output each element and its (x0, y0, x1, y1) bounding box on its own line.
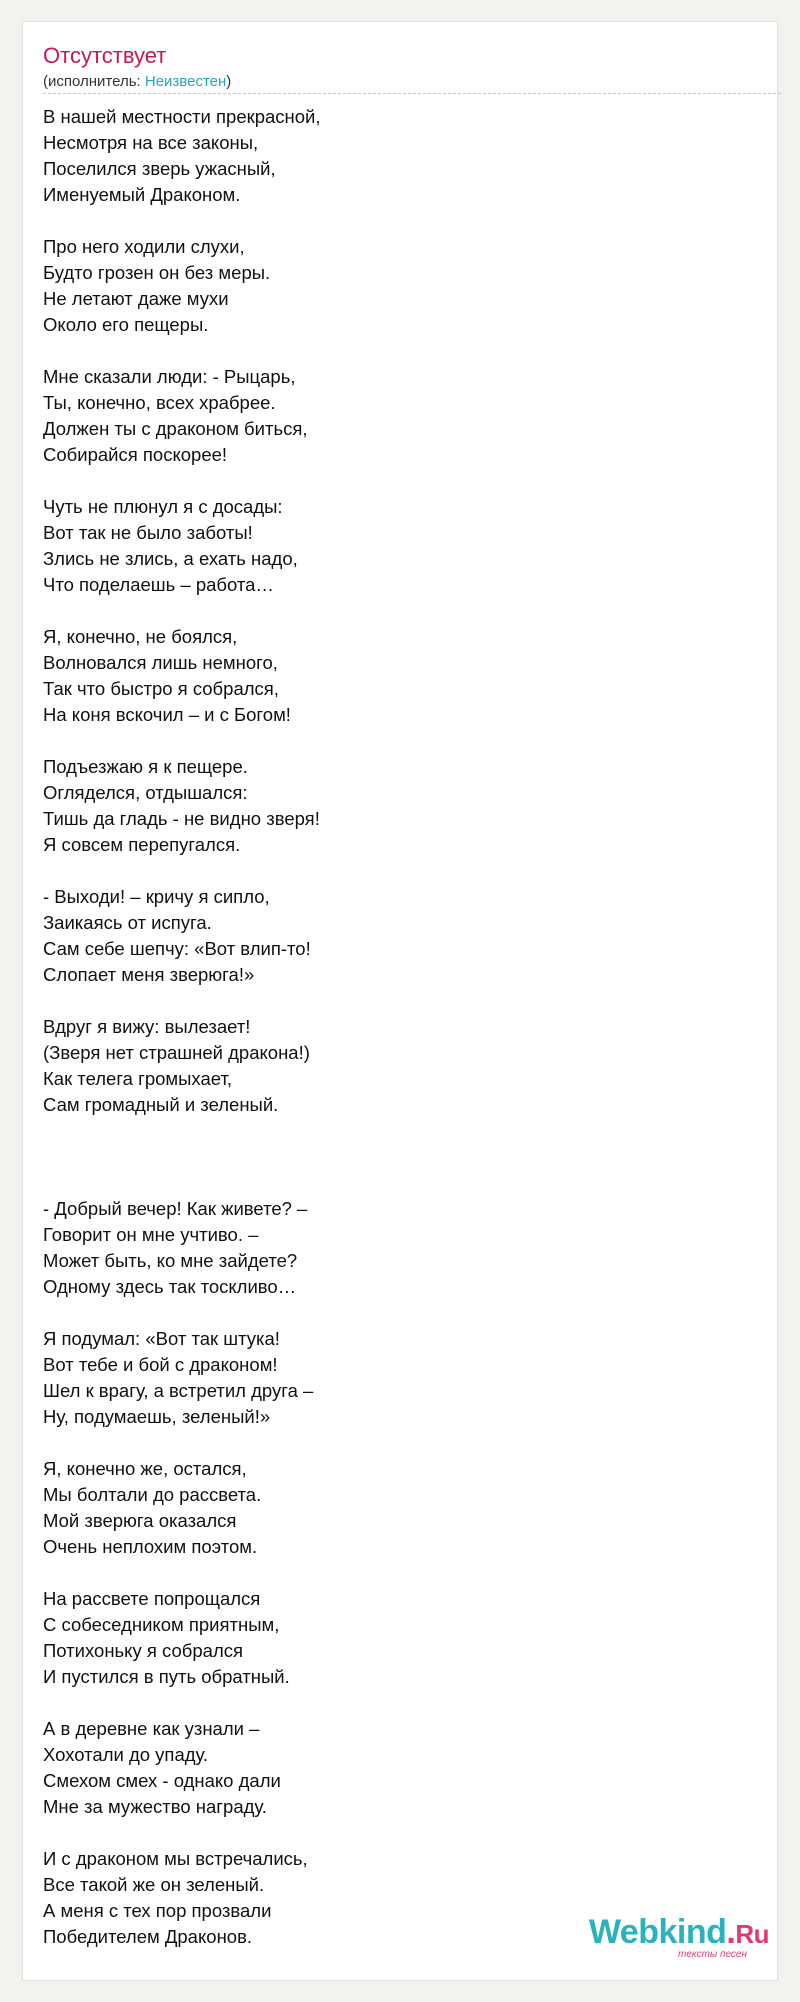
stanza (43, 754, 743, 858)
lyric-line: Хохотали до упаду. (43, 1744, 209, 1765)
lyric-line: Я подумал: «Вот так штука! (43, 1328, 280, 1349)
lyric-line: На рассвете попрощался (43, 1588, 261, 1609)
stanza-gap (43, 1560, 743, 1586)
stanza-gap (43, 1430, 743, 1456)
stanza (43, 624, 743, 728)
lyric-line: Как телега громыхает, (43, 1068, 233, 1089)
lyric-line: Что поделаешь – работа… (43, 574, 274, 595)
lyric-line: Злись не злись, а ехать надо, (43, 548, 298, 569)
logo-tagline: тексты песен (678, 1949, 747, 1960)
lyric-line: И с драконом мы встречались, (43, 1848, 308, 1869)
lyric-line: Чуть не плюнул я с досады: (43, 496, 283, 517)
lyric-line: Ну, подумаешь, зеленый!» (43, 1406, 271, 1427)
lyric-line: Вдруг я вижу: вылезает! (43, 1016, 251, 1037)
lyric-line: Тишь да гладь - не видно зверя! (43, 808, 320, 829)
lyric-line: Так что быстро я собрался, (43, 678, 279, 699)
lyric-line: Мне за мужество награду. (43, 1796, 267, 1817)
lyric-line: Сам себе шепчу: «Вот влип-то! (43, 938, 311, 959)
logo-main-text: Webkind (588, 1913, 727, 1951)
stanza-gap (43, 728, 743, 754)
stanza (43, 1196, 743, 1300)
webkind-logo[interactable] (589, 1915, 769, 1960)
lyric-line: Я, конечно же, остался, (43, 1458, 247, 1479)
lyric-line: Мне сказали люди: - Рыцарь, (43, 366, 296, 387)
lyric-line: Вот так не было заботы! (43, 522, 253, 543)
lyric-line: Смехом смех - однако дали (43, 1770, 281, 1791)
lyric-line: Может быть, ко мне зайдете? (43, 1250, 298, 1271)
stanza (43, 364, 743, 468)
lyric-line: Волновался лишь немного, (43, 652, 278, 673)
logo-dot: . (726, 1913, 736, 1951)
stanza (43, 1326, 743, 1430)
lyric-line: Сам громадный и зеленый. (43, 1094, 279, 1115)
lyric-line: И пустился в путь обратный. (43, 1666, 290, 1687)
lyric-line: Шел к врагу, а встретил друга – (43, 1380, 314, 1401)
lyric-line: Должен ты с драконом биться, (43, 418, 308, 439)
lyric-line: Слопает меня зверюга!» (43, 964, 255, 985)
lyric-line: Заикаясь от испуга. (43, 912, 212, 933)
song-title: Отсутствует (43, 43, 167, 68)
lyric-line: Несмотря на все законы, (43, 132, 259, 153)
lyric-line: В нашей местности прекрасной, (43, 106, 321, 127)
stanza (43, 1014, 743, 1118)
lyric-line: Я совсем перепугался. (43, 834, 241, 855)
stanza (43, 1586, 743, 1690)
lyric-line: - Добрый вечер! Как живете? – (43, 1198, 308, 1219)
lyric-line: Говорит он мне учтиво. – (43, 1224, 259, 1245)
lyric-line: Будто грозен он без меры. (43, 262, 271, 283)
stanza-gap (43, 1300, 743, 1326)
byline-suffix: ) (226, 73, 232, 90)
lyric-line: Собирайся поскорее! (43, 444, 228, 465)
lyric-line: С собеседником приятным, (43, 1614, 280, 1635)
lyric-line: Победителем Драконов. (43, 1926, 253, 1947)
stanza-gap (43, 208, 743, 234)
dashed-divider (43, 93, 781, 94)
lyric-line: Про него ходили слухи, (43, 236, 245, 257)
lyric-line: Все такой же он зеленый. (43, 1874, 265, 1895)
lyric-line: Одному здесь так тоскливо… (43, 1276, 297, 1297)
stanza-gap (43, 988, 743, 1014)
stanza (43, 104, 743, 208)
stanza (43, 234, 743, 338)
stanza (43, 494, 743, 598)
lyric-line: - Выходи! – кричу я сипло, (43, 886, 270, 907)
lyric-line: Огляделся, отдышался: (43, 782, 248, 803)
stanza-gap (43, 858, 743, 884)
lyrics-card (22, 21, 778, 1981)
stanza-gap (43, 598, 743, 624)
stanza (43, 1456, 743, 1560)
lyric-line: Мой зверюга оказался (43, 1510, 237, 1531)
lyric-line: Не летают даже мухи (43, 288, 229, 309)
lyric-line: (Зверя нет страшней дракона!) (43, 1042, 310, 1063)
logo-tld: Ru (735, 1919, 769, 1949)
lyric-line: Подъезжаю я к пещере. (43, 756, 248, 777)
artist-byline (43, 73, 231, 91)
logo-wordmark (589, 1915, 769, 1951)
lyric-line: Около его пещеры. (43, 314, 209, 335)
lyric-line: Я, конечно, не боялся, (43, 626, 238, 647)
stanza-gap (43, 468, 743, 494)
artist-link[interactable]: Неизвестен (144, 73, 227, 90)
lyric-line: Ты, конечно, всех храбрее. (43, 392, 276, 413)
byline-prefix: (исполнитель: (43, 73, 145, 90)
lyric-line: Потихоньку я собрался (43, 1640, 244, 1661)
lyric-line: А меня с тех пор прозвали (43, 1900, 272, 1921)
stanza (43, 884, 743, 988)
lyric-line: Вот тебе и бой с драконом! (43, 1354, 278, 1375)
stanza-gap (43, 338, 743, 364)
lyric-line: Очень неплохим поэтом. (43, 1536, 258, 1557)
lyric-line: На коня вскочил – и с Богом! (43, 704, 291, 725)
lyric-line: А в деревне как узнали – (43, 1718, 260, 1739)
stanza (43, 1716, 743, 1820)
lyric-line: Именуемый Драконом. (43, 184, 241, 205)
lyric-line: Мы болтали до рассвета. (43, 1484, 262, 1505)
lyric-line: Поселился зверь ужасный, (43, 158, 276, 179)
stanza-gap (43, 1820, 743, 1846)
stanza-gap (43, 1118, 743, 1196)
lyrics-text (43, 104, 743, 1950)
stanza-gap (43, 1690, 743, 1716)
